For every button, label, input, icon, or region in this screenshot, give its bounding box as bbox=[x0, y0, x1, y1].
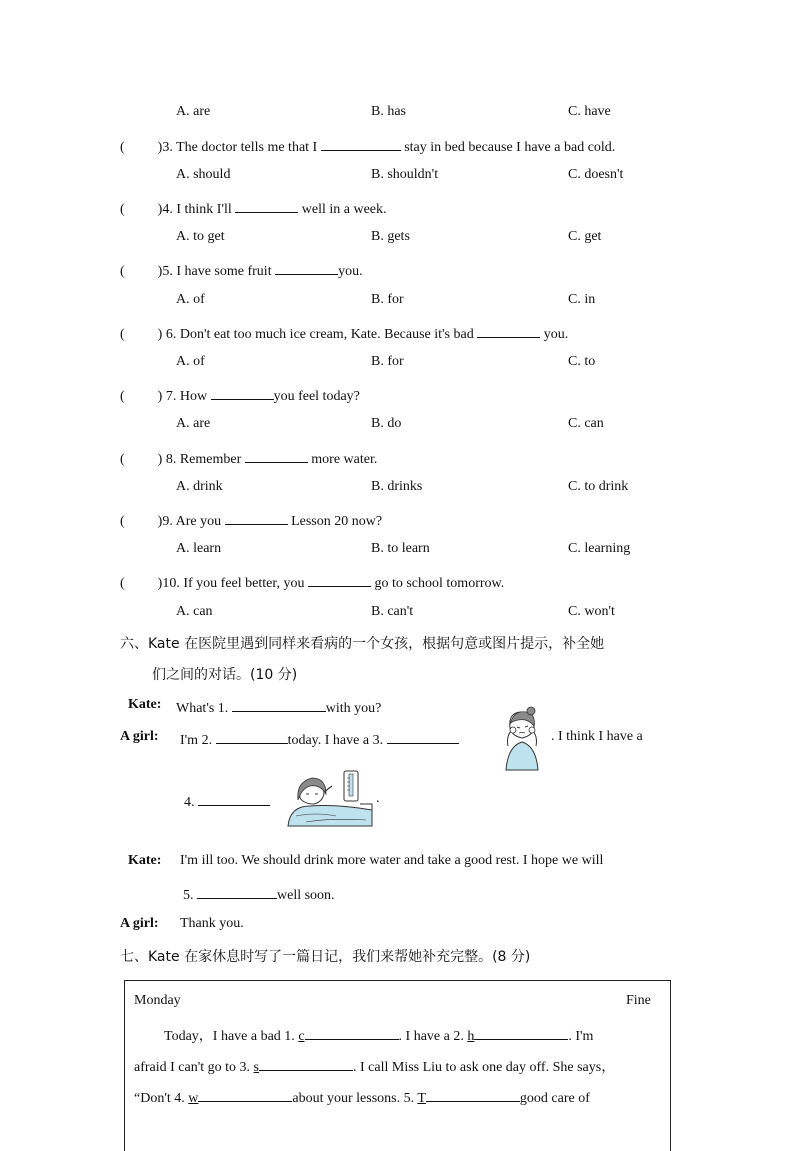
option-c: C. doesn't bbox=[568, 167, 624, 182]
diary-text: afraid I can't go to 3. bbox=[134, 1060, 251, 1075]
dialogue-text: What's 1. bbox=[176, 701, 229, 716]
speaker-kate: Kate: bbox=[128, 697, 162, 712]
question-text: stay in bed because I have a bad cold. bbox=[404, 140, 616, 155]
question-text: you feel today? bbox=[273, 389, 360, 404]
answer-paren: ( bbox=[120, 576, 125, 591]
hint-letter: T bbox=[417, 1091, 426, 1106]
option-a: A. of bbox=[176, 354, 205, 369]
answer-paren: ( bbox=[120, 514, 125, 529]
option-c: C. won't bbox=[568, 604, 615, 619]
dialogue-text: today. I have a 3. bbox=[287, 733, 384, 748]
answer-blank-1[interactable] bbox=[305, 1025, 399, 1040]
diary-text: “Don't 4. bbox=[134, 1091, 185, 1106]
question-10 bbox=[120, 572, 504, 592]
question-number: ) 7. bbox=[157, 389, 177, 404]
option-b: B. do bbox=[371, 416, 402, 431]
question-text: well in a week. bbox=[301, 202, 387, 217]
answer-blank[interactable] bbox=[211, 385, 274, 400]
option-a: A. drink bbox=[176, 479, 223, 494]
answer-paren: ( bbox=[120, 264, 125, 279]
dialogue-line-3 bbox=[184, 791, 270, 811]
diary-line-1 bbox=[164, 1025, 593, 1045]
option-a: A. can bbox=[176, 604, 213, 619]
option-b: B. drinks bbox=[371, 479, 423, 494]
option-a: A. should bbox=[176, 167, 231, 182]
hint-letter: s bbox=[253, 1060, 259, 1075]
hint-letter: c bbox=[298, 1029, 305, 1044]
answer-paren: ( bbox=[120, 389, 125, 404]
answer-blank[interactable] bbox=[235, 198, 298, 213]
question-text: go to school tomorrow. bbox=[374, 576, 505, 591]
hint-letter: w bbox=[188, 1091, 199, 1106]
option-b: B. shouldn't bbox=[371, 167, 439, 182]
option-c: C. to drink bbox=[568, 479, 629, 494]
diary-text: about your lessons. 5. bbox=[292, 1091, 415, 1106]
question-number: )3. bbox=[157, 140, 173, 155]
option-c: C. can bbox=[568, 416, 604, 431]
question-6 bbox=[120, 323, 568, 343]
option-b: B. can't bbox=[371, 604, 414, 619]
question-7 bbox=[120, 385, 360, 405]
dialogue-text: well soon. bbox=[277, 888, 335, 903]
option-c: C. in bbox=[568, 292, 596, 307]
answer-blank-5[interactable] bbox=[426, 1087, 520, 1102]
answer-paren: ( bbox=[120, 202, 125, 217]
answer-blank-5[interactable] bbox=[197, 884, 277, 899]
question-number: ) 6. bbox=[157, 327, 177, 342]
fever-girl-in-bed-image bbox=[286, 768, 376, 828]
dialogue-text: I'm 2. bbox=[180, 733, 213, 748]
diary-text: . I call Miss Liu to ask one day off. She says， bbox=[353, 1060, 616, 1075]
speaker-kate: Kate: bbox=[128, 853, 162, 868]
answer-blank-2[interactable] bbox=[216, 729, 288, 744]
diary-text: . I'm bbox=[568, 1029, 594, 1044]
answer-paren: ( bbox=[120, 327, 125, 342]
question-text: you. bbox=[543, 327, 569, 342]
option-b: B. for bbox=[371, 292, 404, 307]
dialogue-line-2 bbox=[180, 729, 459, 749]
answer-blank-1[interactable] bbox=[232, 697, 326, 712]
diary-line-2 bbox=[134, 1056, 615, 1076]
speaker-girl: A girl: bbox=[120, 916, 159, 931]
option-a: A. are bbox=[176, 104, 211, 119]
question-9 bbox=[120, 510, 382, 530]
diary-line-3 bbox=[134, 1087, 590, 1107]
answer-paren: ( bbox=[120, 140, 125, 155]
dialogue-line-1 bbox=[176, 697, 381, 717]
question-text: Remember bbox=[179, 452, 242, 467]
option-c: C. have bbox=[568, 104, 611, 119]
section-6-title: 六、Kate 在医院里遇到同样来看病的一个女孩，根据句意或图片提示，补全她 bbox=[120, 636, 605, 652]
question-text: How bbox=[179, 389, 208, 404]
hint-letter: h bbox=[467, 1029, 475, 1044]
speaker-girl: A girl: bbox=[120, 729, 159, 744]
answer-paren: ( bbox=[120, 452, 125, 467]
option-a: A. learn bbox=[176, 541, 222, 556]
diary-weather: Fine bbox=[626, 993, 651, 1008]
diary-day: Monday bbox=[134, 993, 181, 1008]
question-text: Lesson 20 now? bbox=[291, 514, 383, 529]
option-a: A. of bbox=[176, 292, 205, 307]
option-b: B. for bbox=[371, 354, 404, 369]
question-3 bbox=[120, 136, 615, 156]
diary-text: Today，I have a bad 1. bbox=[164, 1029, 295, 1044]
answer-blank[interactable] bbox=[245, 448, 308, 463]
option-a: A. to get bbox=[176, 229, 225, 244]
question-text: more water. bbox=[311, 452, 378, 467]
answer-blank[interactable] bbox=[321, 136, 401, 151]
question-number: )4. bbox=[157, 202, 173, 217]
answer-blank-3[interactable] bbox=[259, 1056, 353, 1071]
question-text: I have some fruit bbox=[176, 264, 272, 279]
question-text: you. bbox=[338, 264, 363, 279]
option-c: C. to bbox=[568, 354, 596, 369]
dialogue-text: with you? bbox=[325, 701, 382, 716]
dialogue-line-4: I'm ill too. We should drink more water and take a good rest. I hope we will bbox=[180, 853, 604, 868]
dialogue-line-5 bbox=[183, 884, 335, 904]
answer-blank-4[interactable] bbox=[198, 791, 270, 806]
question-text: The doctor tells me that I bbox=[176, 140, 318, 155]
question-8 bbox=[120, 448, 377, 468]
diary-text: . I have a 2. bbox=[398, 1029, 464, 1044]
question-number: ) 8. bbox=[157, 452, 177, 467]
answer-blank-2[interactable] bbox=[474, 1025, 568, 1040]
dialogue-line-3-end: . bbox=[376, 791, 380, 806]
answer-blank[interactable] bbox=[308, 572, 371, 587]
option-c: C. get bbox=[568, 229, 602, 244]
question-number: )5. bbox=[157, 264, 173, 279]
question-text: If you feel better, you bbox=[183, 576, 305, 591]
question-text: Are you bbox=[175, 514, 222, 529]
option-b: B. has bbox=[371, 104, 406, 119]
question-text: Don't eat too much ice cream, Kate. Because it's bad bbox=[179, 327, 474, 342]
option-b: B. to learn bbox=[371, 541, 430, 556]
question-number: )10. bbox=[157, 576, 180, 591]
question-4 bbox=[120, 198, 387, 218]
answer-blank[interactable] bbox=[225, 510, 288, 525]
question-number: )9. bbox=[157, 514, 173, 529]
headache-girl-image bbox=[496, 706, 548, 772]
diary-text: good care of bbox=[519, 1091, 590, 1106]
dialogue-text: 5. bbox=[183, 888, 194, 903]
dialogue-line-6: Thank you. bbox=[180, 916, 244, 931]
question-5 bbox=[120, 260, 363, 280]
question-text: I think I'll bbox=[176, 202, 232, 217]
dialogue-line-2-end: . I think I have a bbox=[551, 729, 643, 744]
section-7-title: 七、Kate 在家休息时写了一篇日记，我们来帮她补充完整。(8 分) bbox=[120, 949, 531, 965]
answer-blank[interactable] bbox=[275, 260, 338, 275]
option-a: A. are bbox=[176, 416, 211, 431]
section-6-title-cont: 们之间的对话。(10 分) bbox=[152, 667, 298, 683]
dialogue-text: 4. bbox=[184, 795, 195, 810]
option-b: B. gets bbox=[371, 229, 410, 244]
answer-blank[interactable] bbox=[477, 323, 540, 338]
answer-blank-4[interactable] bbox=[198, 1087, 292, 1102]
option-c: C. learning bbox=[568, 541, 631, 556]
answer-blank-3[interactable] bbox=[387, 729, 459, 744]
